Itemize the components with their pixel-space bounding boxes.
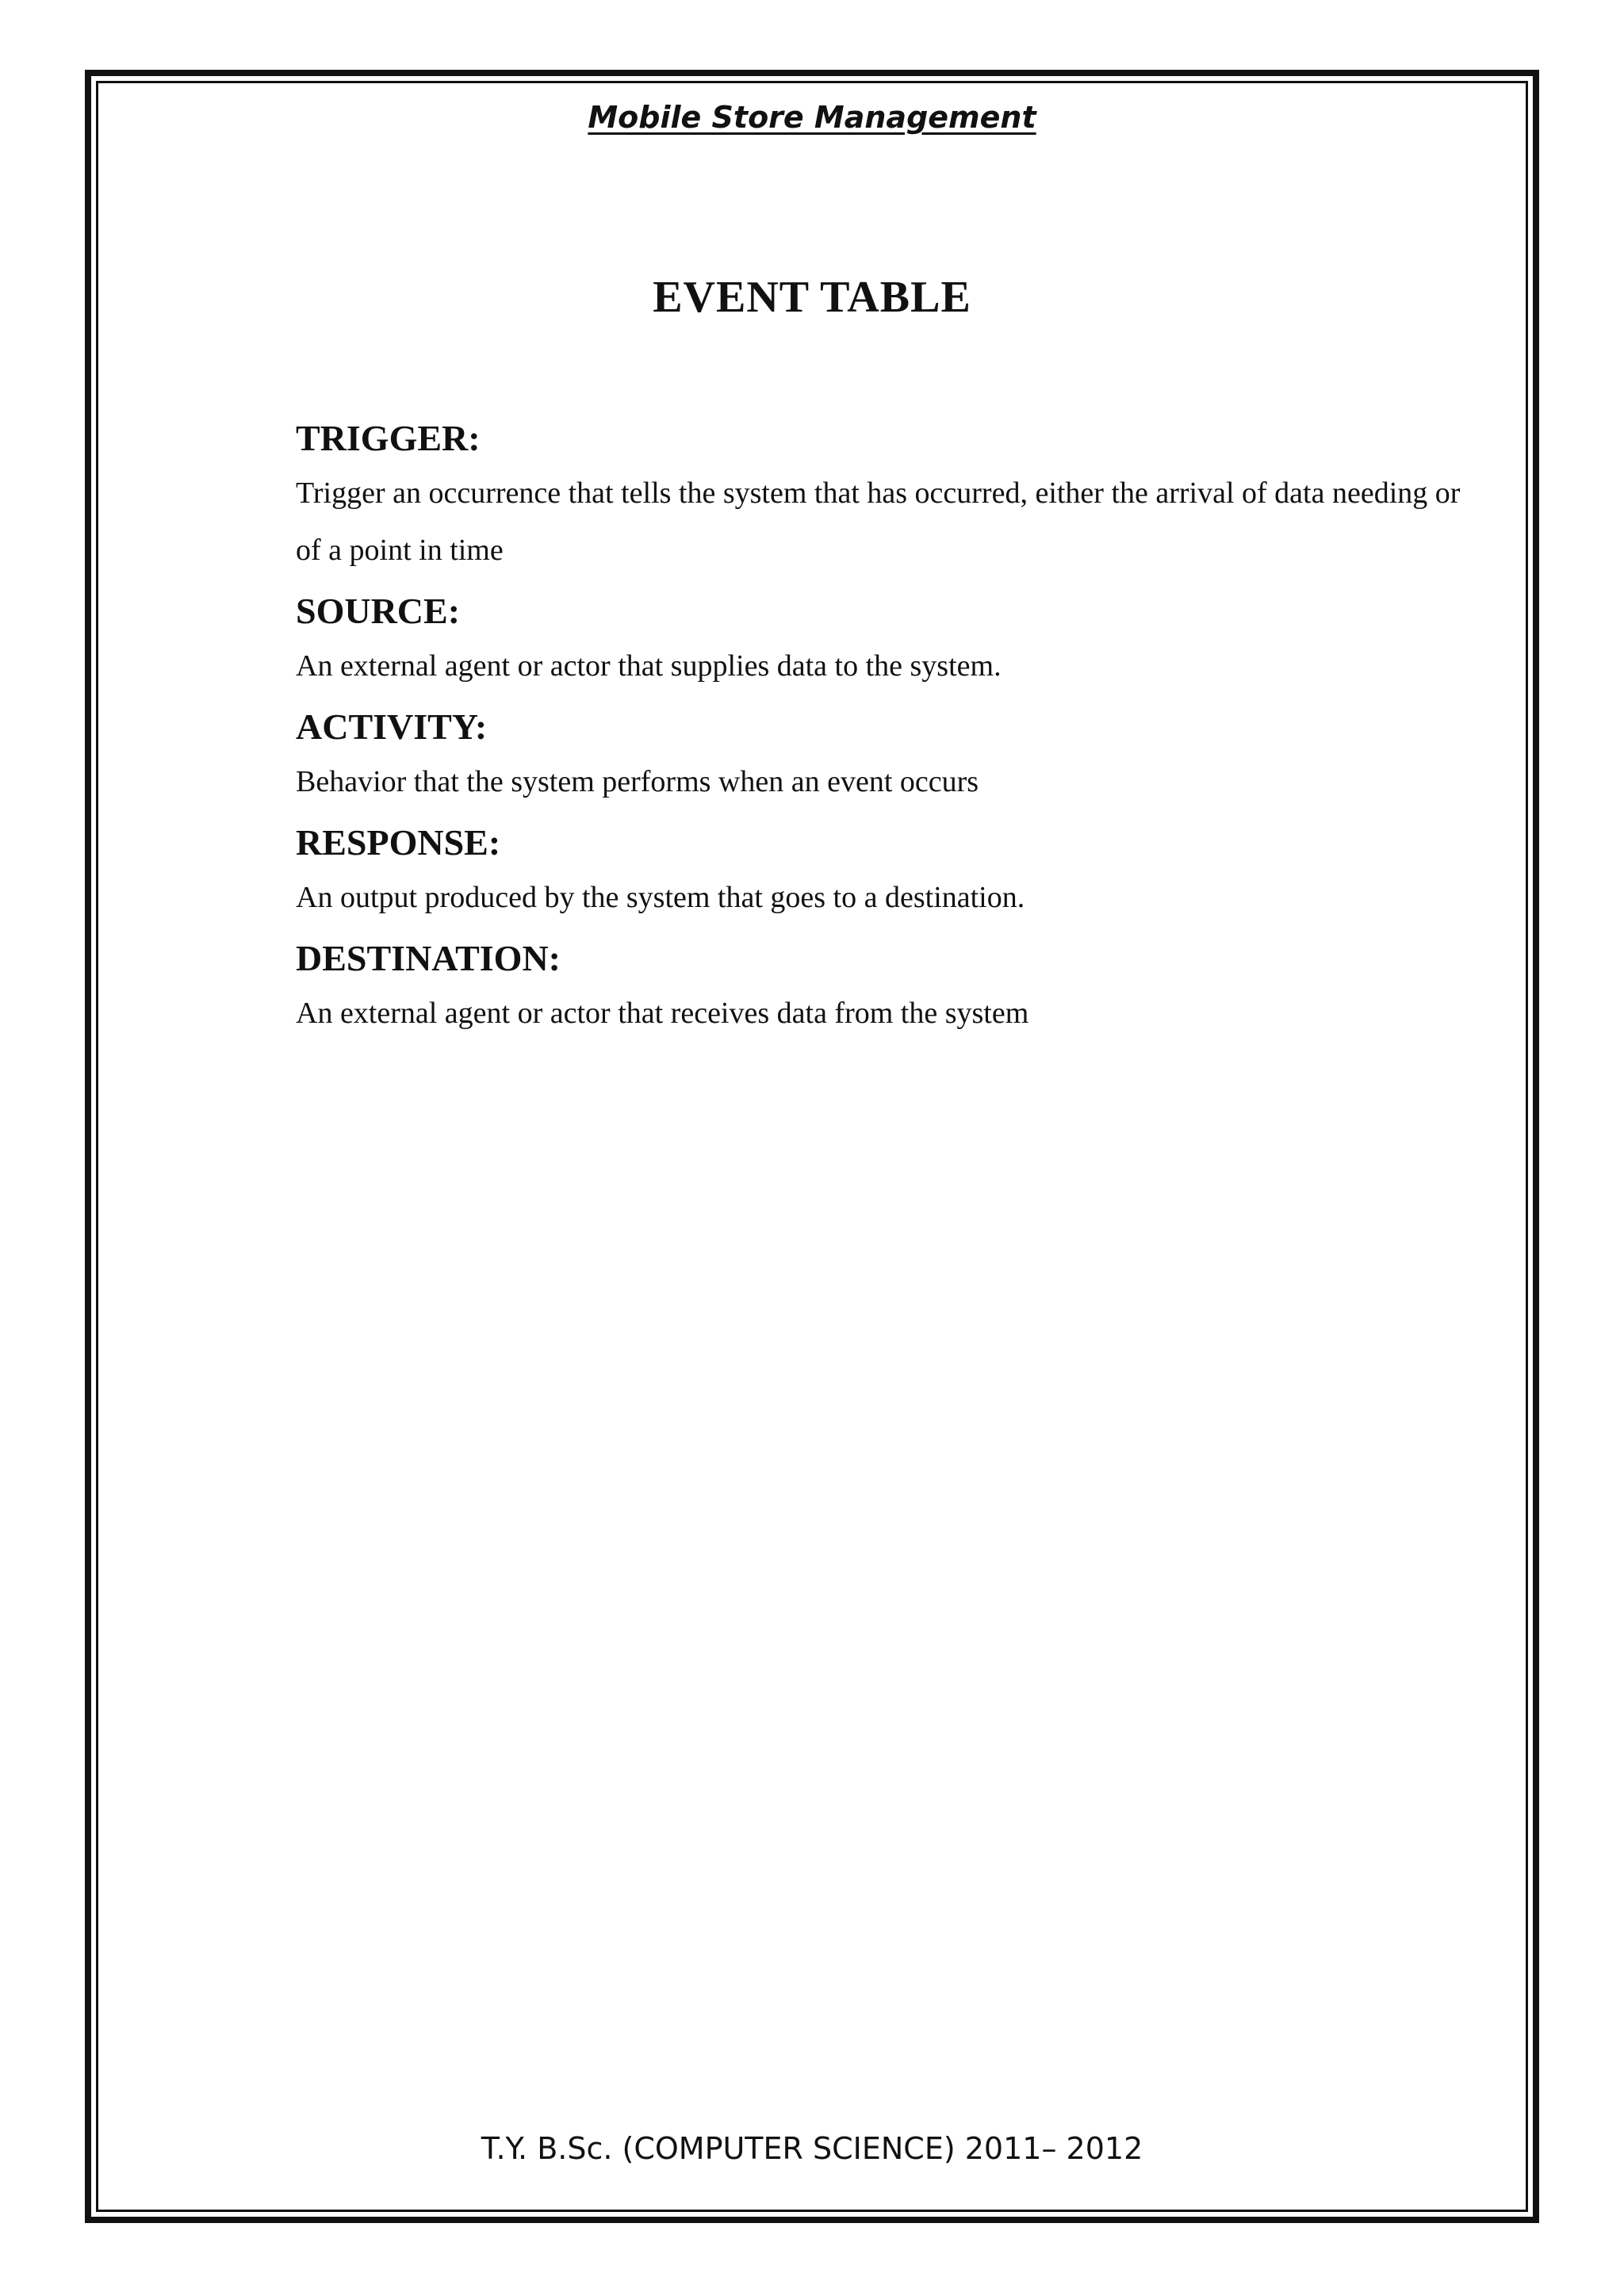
definitions-section	[296, 412, 1469, 1048]
term-trigger	[296, 412, 1469, 579]
term-source	[296, 585, 1469, 695]
term-definition: An external agent or actor that supplies data to the system.	[296, 649, 1002, 683]
term-definition: An external agent or actor that receives data from the system	[296, 997, 1029, 1030]
term-heading: RESPONSE:	[296, 822, 501, 863]
term-heading: DESTINATION:	[296, 938, 561, 978]
term-heading: SOURCE:	[296, 591, 461, 631]
term-heading: TRIGGER:	[296, 418, 481, 458]
term-definition: Trigger an occurrence that tells the system that has occurred, either the arrival of data needing or of a point in time	[296, 476, 1461, 567]
page-border-inner	[96, 81, 1528, 2212]
page-title: EVENT TABLE	[653, 273, 971, 322]
term-heading: ACTIVITY:	[296, 706, 488, 747]
term-activity	[296, 701, 1469, 810]
term-definition: An output produced by the system that goes to a destination.	[296, 881, 1025, 914]
term-destination	[296, 932, 1469, 1042]
running-header-title: Mobile Store Management	[588, 100, 1036, 135]
running-footer: T.Y. B.Sc. (COMPUTER SCIENCE) 2011– 2012	[481, 2131, 1143, 2166]
term-response	[296, 817, 1469, 926]
term-definition: Behavior that the system performs when an event occurs	[296, 765, 979, 798]
